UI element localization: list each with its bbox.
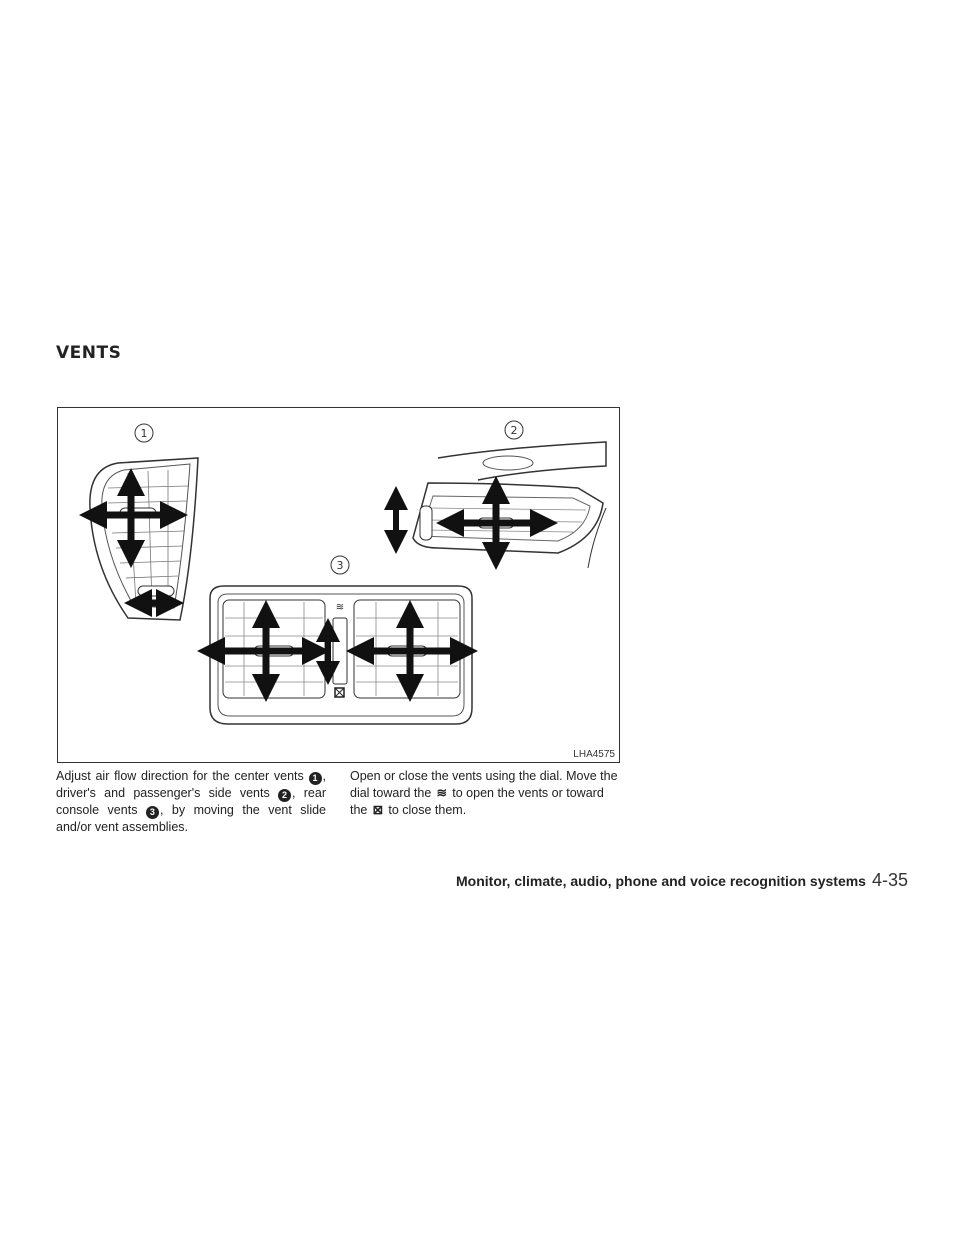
callout-number-2: 2	[278, 789, 291, 802]
paragraph-text: , rear console vents	[56, 786, 326, 817]
figure-code: LHA4575	[573, 749, 615, 760]
side-vent-drawing	[413, 442, 606, 568]
paragraph-text: Adjust air flow direction for the center vents	[56, 769, 304, 783]
vent-dial-paragraph	[350, 768, 620, 819]
svg-text:3: 3	[336, 559, 344, 572]
vents-figure	[57, 407, 620, 763]
page-footer	[456, 870, 908, 891]
rear-console-vent-drawing	[210, 586, 472, 724]
center-vent-arrows	[93, 482, 174, 603]
svg-text:1: 1	[140, 427, 148, 440]
paragraph-text: to open the vents or toward the	[350, 786, 604, 817]
callout-3	[331, 556, 349, 574]
svg-text:2: 2	[510, 424, 518, 437]
paragraph-text: to close them.	[388, 803, 467, 817]
page-number: 4-35	[871, 870, 908, 890]
callout-number-1: 1	[309, 772, 322, 785]
paragraph-text: , by moving the vent slide and/or vent assemblies.	[56, 803, 327, 834]
paragraph-text: , driver's and passenger's side vents	[56, 769, 326, 800]
rear-console-vent-arrows	[211, 614, 464, 688]
center-vent-drawing	[90, 458, 198, 620]
side-vent-arrows	[396, 490, 544, 556]
chapter-title: Monitor, climate, audio, phone and voice recognition systems	[456, 873, 866, 889]
callout-1	[135, 424, 153, 442]
open-symbol-icon: ≋	[335, 602, 345, 613]
vents-illustration	[58, 408, 621, 764]
paragraph-text: Open or close the vents using the dial. Move the dial toward the	[350, 769, 618, 800]
open-vent-icon: ≋	[436, 786, 448, 800]
callout-2	[505, 421, 523, 439]
section-title: VENTS	[56, 343, 122, 363]
close-vent-icon: ⊠	[372, 803, 384, 817]
vent-direction-paragraph	[56, 768, 326, 836]
callout-number-3: 3	[146, 806, 159, 819]
